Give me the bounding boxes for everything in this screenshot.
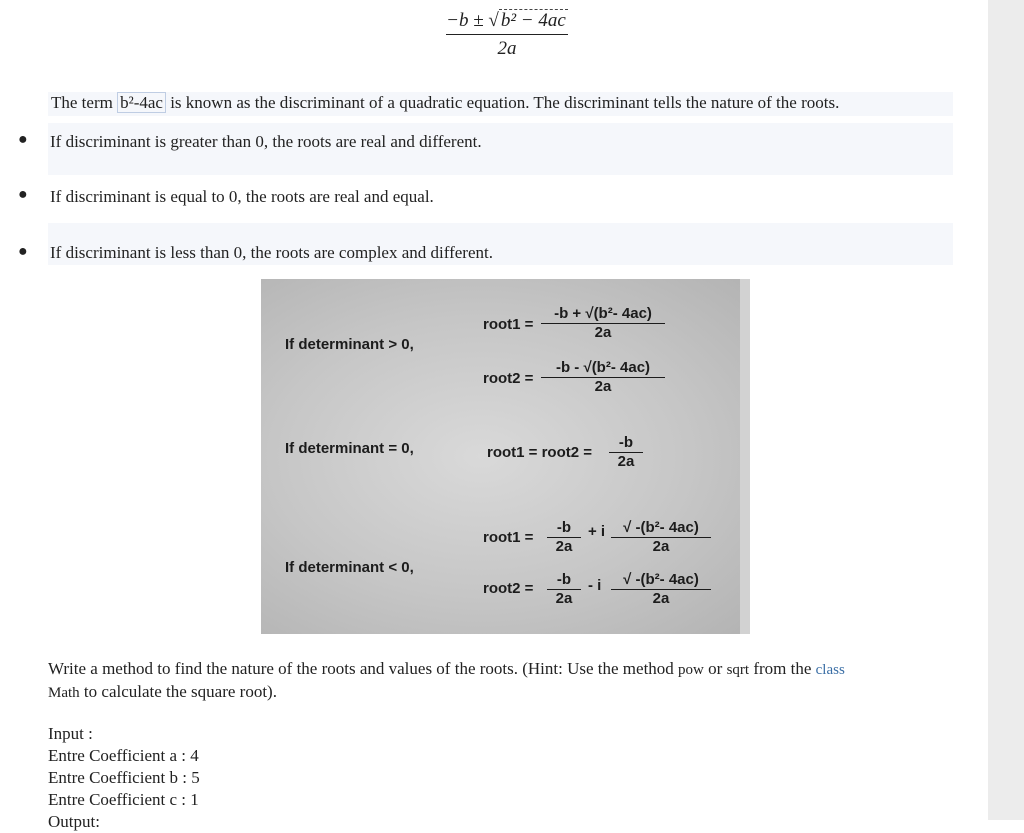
equal-roots-label: root1 = root2 =	[487, 444, 593, 461]
list-item	[0, 223, 953, 265]
complex-root1-real: $\frac{-b}{2a}$	[547, 519, 581, 555]
formula-radicand: b² − 4ac	[500, 10, 566, 31]
input-label: Input :	[48, 724, 93, 743]
case-equal-label: If determinant = 0,	[285, 440, 414, 457]
pow-method: pow	[678, 662, 704, 678]
root2-label: root2 =	[483, 370, 534, 387]
quadratic-formula	[432, 10, 582, 60]
math-class: Math	[48, 685, 80, 701]
equal-root-fraction: $\frac{-b}{2a}$	[609, 434, 643, 470]
bullet-dot: ●	[18, 186, 28, 203]
bullet-dot: ●	[18, 243, 28, 260]
case-less-label: If determinant < 0,	[285, 559, 414, 576]
bullet-text: If discriminant is less than 0, the roots are complex and different.	[50, 243, 493, 262]
coef-b-line: Entre Coefficient b : 5	[48, 768, 200, 787]
bullet-text: If discriminant is equal to 0, the roots are real and equal.	[50, 187, 434, 206]
formula-numerator-left: −b ± √	[446, 10, 499, 31]
class-link[interactable]: class	[815, 662, 845, 678]
intro-text-after: is known as the discriminant of a quadratic equation. The discriminant tells the nature of the roots.	[165, 93, 840, 112]
right-scroll-strip	[988, 0, 1024, 820]
task-paragraph: Write a method to find the nature of the roots and values of the roots. (Hint: Use the method pow or sqrt from the class Math to calculate the square root).	[48, 659, 845, 701]
real-root1-fraction: $\frac{\text{-b + √(b²- 4ac)}}{2a}$	[541, 305, 665, 341]
bullet-dot: ●	[18, 131, 28, 148]
list-item	[0, 123, 953, 175]
roots-formula-image	[261, 279, 750, 634]
output-label: Output:	[48, 812, 100, 831]
io-example	[48, 723, 953, 833]
root1-label: root1 =	[483, 316, 534, 333]
minus-i: - i	[588, 577, 602, 594]
formula-denominator: 2a	[497, 38, 517, 59]
complex-root1-label: root1 =	[483, 529, 534, 546]
complex-root2-label: root2 =	[483, 580, 534, 597]
real-root2-fraction: $\frac{\text{-b - √(b²- 4ac)}}{2a}$	[541, 359, 665, 395]
complex-root2-imag: $\frac{\text{√ -(b²- 4ac)}}{2a}$	[611, 571, 711, 607]
plus-i: + i	[588, 523, 606, 540]
formula-numerator	[446, 10, 568, 35]
coef-a-line: Entre Coefficient a : 4	[48, 746, 199, 765]
complex-root1-imag: $\frac{\text{√ -(b²- 4ac)}}{2a}$	[611, 519, 711, 555]
discriminant-term: b²-4ac	[117, 92, 166, 113]
complex-root2-real: $\frac{-b}{2a}$	[547, 571, 581, 607]
coef-c-line: Entre Coefficient c : 1	[48, 790, 199, 809]
bullet-text: If discriminant is greater than 0, the roots are real and different.	[50, 132, 482, 151]
intro-text-before: The term	[51, 93, 118, 112]
case-greater-label: If determinant > 0,	[285, 336, 414, 353]
intro-paragraph	[48, 92, 953, 116]
sqrt-method: sqrt	[726, 662, 750, 678]
